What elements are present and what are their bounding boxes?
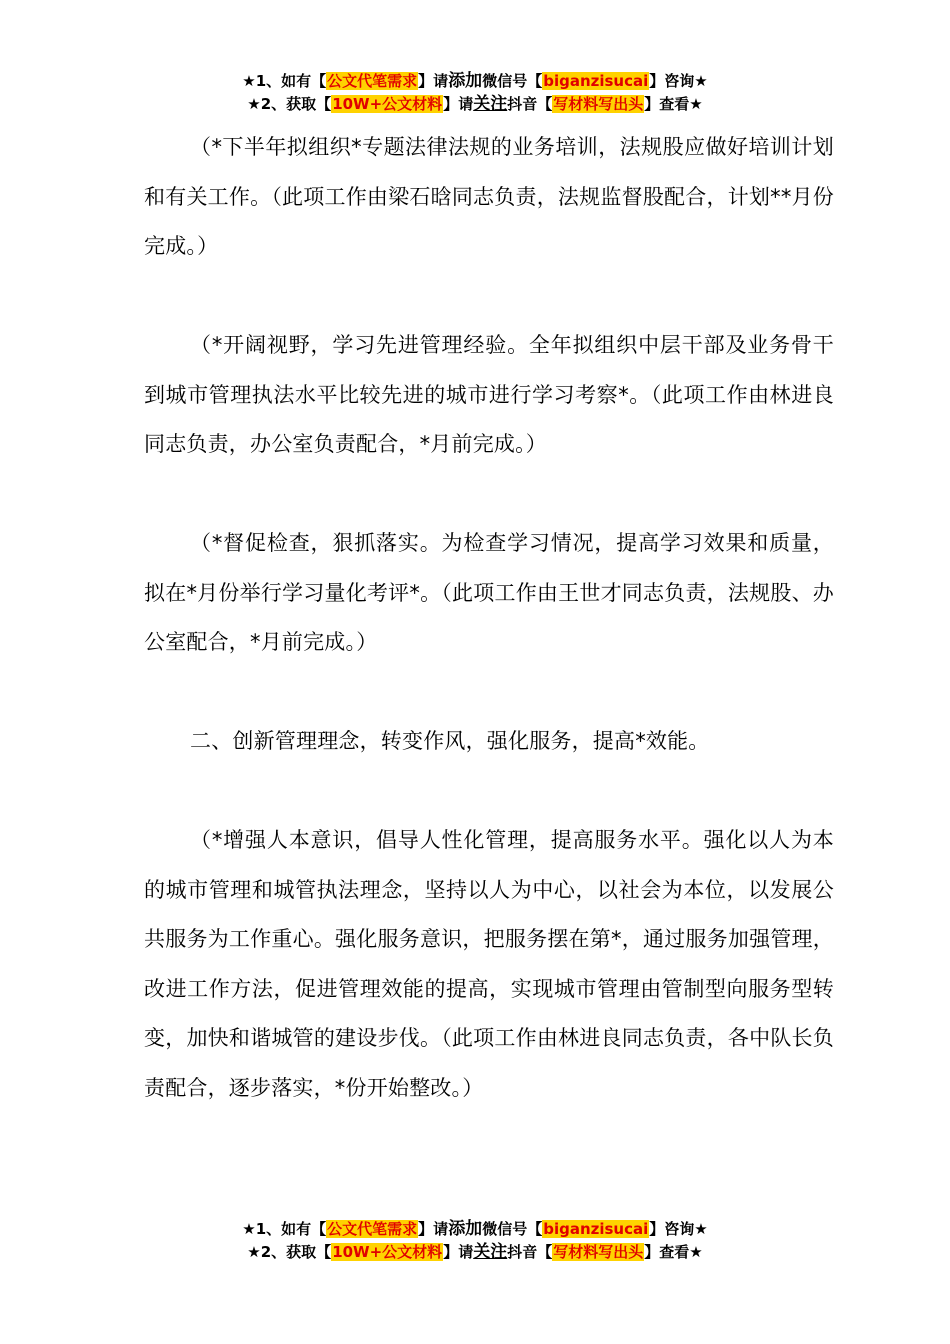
banner-text: 】请 bbox=[418, 72, 449, 90]
banner-text: 】请 bbox=[418, 1220, 449, 1238]
banner-emphasis: 添加 bbox=[448, 71, 483, 91]
highlight-service: 公文代笔需求 bbox=[327, 1220, 418, 1238]
banner-text: 微信号【 bbox=[482, 72, 543, 90]
banner-line-2 bbox=[0, 1241, 950, 1264]
highlight-wechat-id[interactable]: biganzisucai bbox=[543, 1220, 649, 1238]
banner-text: 】请 bbox=[443, 1243, 474, 1261]
banner-text: ★1、如有【 bbox=[242, 72, 327, 90]
banner-text: 抖音【 bbox=[507, 95, 553, 113]
banner-emphasis: 添加 bbox=[448, 1219, 483, 1239]
banner-text: 微信号【 bbox=[482, 1220, 543, 1238]
document-body bbox=[144, 123, 834, 1113]
highlight-wechat-id[interactable]: biganzisucai bbox=[543, 72, 649, 90]
banner-text: 】查看★ bbox=[644, 95, 703, 113]
paragraph-spacer bbox=[144, 767, 834, 817]
banner-text: 】请 bbox=[443, 95, 474, 113]
paragraph-training: （*下半年拟组织*专题法律法规的业务培训，法规股应做好培训计划和有关工作。（此项工作由梁石晗同志负责，法规监督股配合，计划**月份完成。） bbox=[144, 135, 834, 258]
banner-text: 】查看★ bbox=[644, 1243, 703, 1261]
banner-text: ★2、获取【 bbox=[247, 1243, 332, 1261]
highlight-materials: 10W+公文材料 bbox=[332, 1243, 443, 1261]
section-heading: 二、创新管理理念，转变作风，强化服务，提高*效能。 bbox=[190, 729, 710, 753]
banner-line-1 bbox=[0, 70, 950, 93]
banner-line-2 bbox=[0, 93, 950, 116]
banner-text: 抖音【 bbox=[507, 1243, 553, 1261]
banner-line-1 bbox=[0, 1218, 950, 1241]
paragraph-inspection: （*督促检查，狠抓落实。为检查学习情况，提高学习效果和质量，拟在*月份举行学习量化考评*。（此项工作由王世才同志负责，法规股、办公室配合，*月前完成。） bbox=[144, 531, 834, 654]
paragraph-study-tour: （*开阔视野，学习先进管理经验。全年拟组织中层干部及业务骨干到城市管理执法水平比较先进的城市进行学习考察*。（此项工作由林进良同志负责，办公室负责配合，*月前完成。） bbox=[144, 333, 834, 456]
top-banner bbox=[0, 70, 950, 116]
paragraph-spacer bbox=[144, 272, 834, 322]
banner-text: ★1、如有【 bbox=[242, 1220, 327, 1238]
banner-emphasis: 关注 bbox=[473, 94, 508, 114]
highlight-douyin-account[interactable]: 写材料写出头 bbox=[553, 1243, 644, 1261]
paragraph-service: （*增强人本意识，倡导人性化管理，提高服务水平。强化以人为本的城市管理和城管执法理念，坚持以人为中心，以社会为本位，以发展公共服务为工作重心。强化服务意识，把服务摆在第*，通过服务加强管理，改进工作方法，促进管理效能的提高，实现城市管理由管制型向服务型转变，加快和谐城管的建设步伐。（此项工作由林进良同志负责，各中队长负责配合，逐步落实，*份开始整改。） bbox=[144, 828, 834, 1100]
bottom-banner bbox=[0, 1218, 950, 1264]
highlight-materials: 10W+公文材料 bbox=[332, 95, 443, 113]
highlight-service: 公文代笔需求 bbox=[327, 72, 418, 90]
highlight-douyin-account[interactable]: 写材料写出头 bbox=[553, 95, 644, 113]
banner-text: 】咨询★ bbox=[649, 1220, 708, 1238]
banner-text: ★2、获取【 bbox=[247, 95, 332, 113]
paragraph-spacer bbox=[144, 470, 834, 520]
banner-text: 】咨询★ bbox=[649, 72, 708, 90]
paragraph-spacer bbox=[144, 668, 834, 718]
banner-emphasis: 关注 bbox=[473, 1242, 508, 1262]
